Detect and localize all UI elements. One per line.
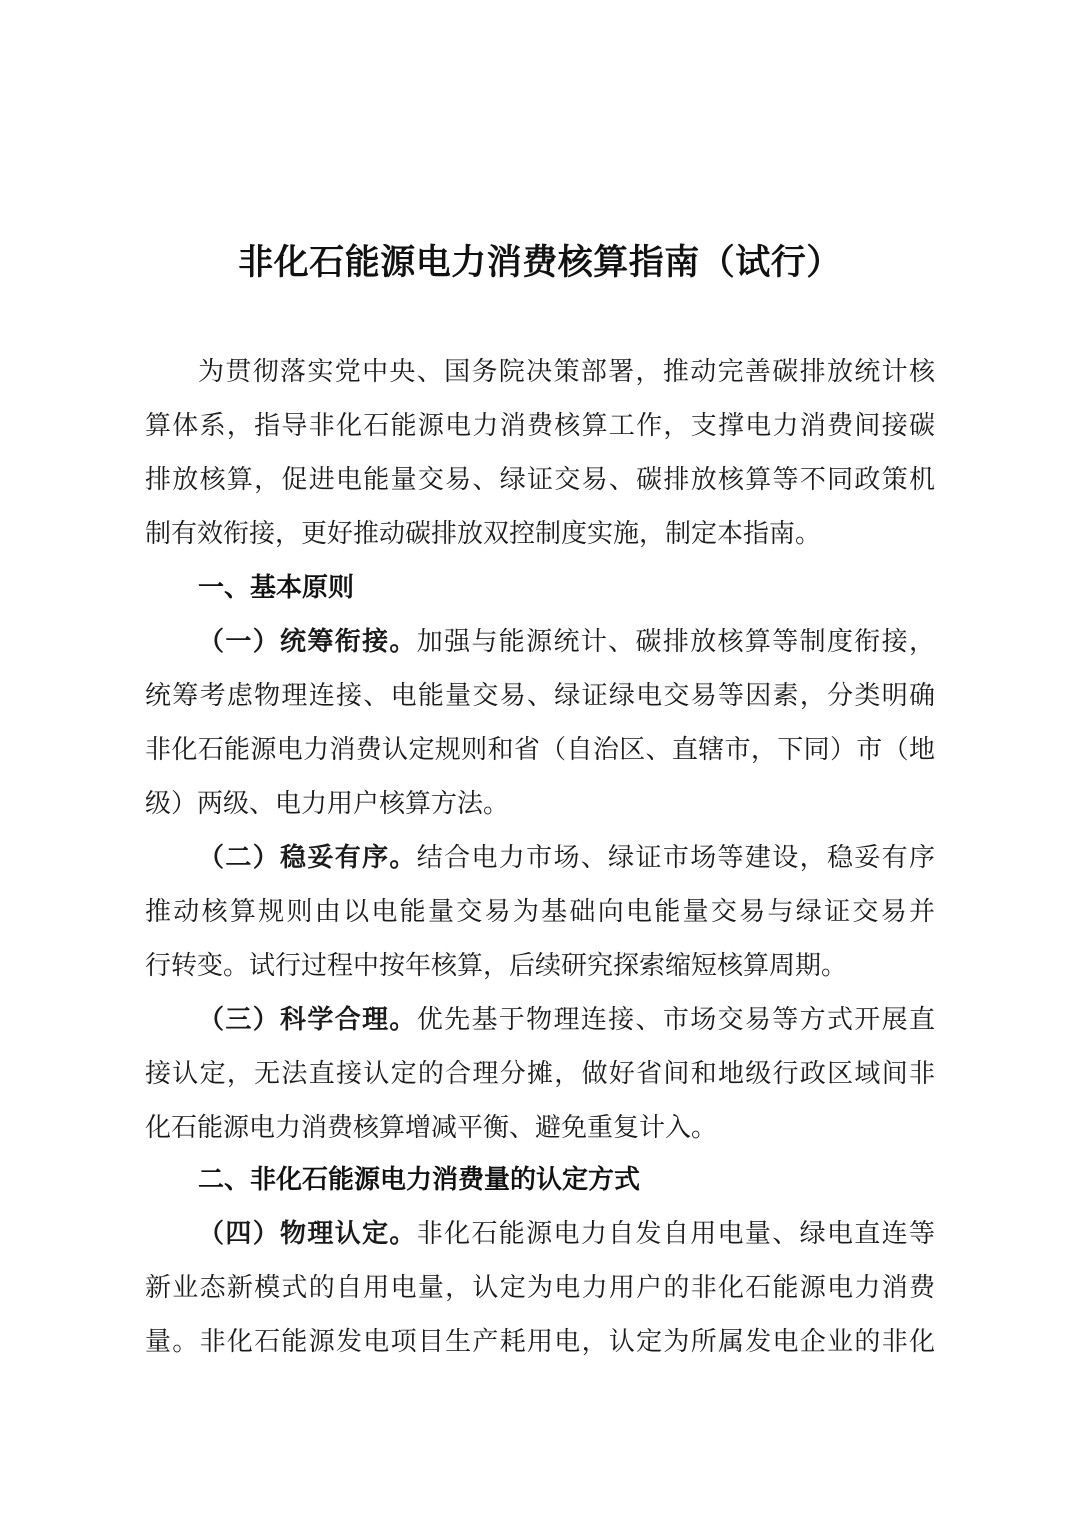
item1-line-2: 统筹考虑物理连接、电能量交易、绿证绿电交易等因素，分类明确 bbox=[145, 681, 935, 711]
intro-line-4: 制有效衔接，更好推动碳排放双控制度实施，制定本指南。 bbox=[145, 519, 822, 549]
section-heading-basic-principles: 一、基本原则 bbox=[198, 573, 355, 603]
item1-lead: （一）统筹衔接。 bbox=[198, 627, 417, 657]
item1-line-3: 非化石能源电力消费认定规则和省（自治区、直辖市，下同）市（地 bbox=[145, 735, 935, 765]
item2-line-3: 行转变。试行过程中按年核算，后续研究探索缩短核算周期。 bbox=[145, 951, 848, 981]
intro-line-2: 算体系，指导非化石能源电力消费核算工作，支撑电力消费间接碳 bbox=[145, 411, 935, 441]
item3-lead: （三）科学合理。 bbox=[198, 1005, 417, 1035]
item4-line-3: 量。非化石能源发电项目生产耗用电，认定为所属发电企业的非化 bbox=[145, 1327, 935, 1357]
item3-line-2: 接认定，无法直接认定的合理分摊，做好省间和地级行政区域间非 bbox=[145, 1059, 935, 1089]
item3-first-line-text: 优先基于物理连接、市场交易等方式开展直 bbox=[416, 1005, 935, 1035]
item4-first-line-text: 非化石能源电力自发自用电量、绿电直连等 bbox=[416, 1219, 935, 1249]
section-heading-recognition-methods: 二、非化石能源电力消费量的认定方式 bbox=[198, 1165, 641, 1195]
item1-line-4: 级）两级、电力用户核算方法。 bbox=[145, 789, 510, 819]
item1-first-line-text: 加强与能源统计、碳排放核算等制度衔接， bbox=[416, 627, 935, 657]
intro-line-3: 排放核算，促进电能量交易、绿证交易、碳排放核算等不同政策机 bbox=[145, 465, 935, 495]
item1-first-line bbox=[198, 615, 935, 669]
item4-lead: （四）物理认定。 bbox=[198, 1219, 417, 1249]
item2-first-line-text: 结合电力市场、绿证市场等建设，稳妥有序 bbox=[416, 843, 935, 873]
intro-line-1: 为贯彻落实党中央、国务院决策部署，推动完善碳排放统计核 bbox=[198, 357, 935, 387]
item2-lead: （二）稳妥有序。 bbox=[198, 843, 417, 873]
item2-line-2: 推动核算规则由以电能量交易为基础向电能量交易与绿证交易并 bbox=[145, 897, 935, 927]
item3-line-3: 化石能源电力消费核算增减平衡、避免重复计入。 bbox=[145, 1113, 718, 1143]
document-title: 非化石能源电力消费核算指南（试行） bbox=[238, 243, 842, 283]
item3-first-line bbox=[198, 993, 935, 1047]
item4-line-2: 新业态新模式的自用电量，认定为电力用户的非化石能源电力消费 bbox=[145, 1273, 935, 1303]
item4-first-line bbox=[198, 1207, 935, 1261]
item2-first-line bbox=[198, 831, 935, 885]
